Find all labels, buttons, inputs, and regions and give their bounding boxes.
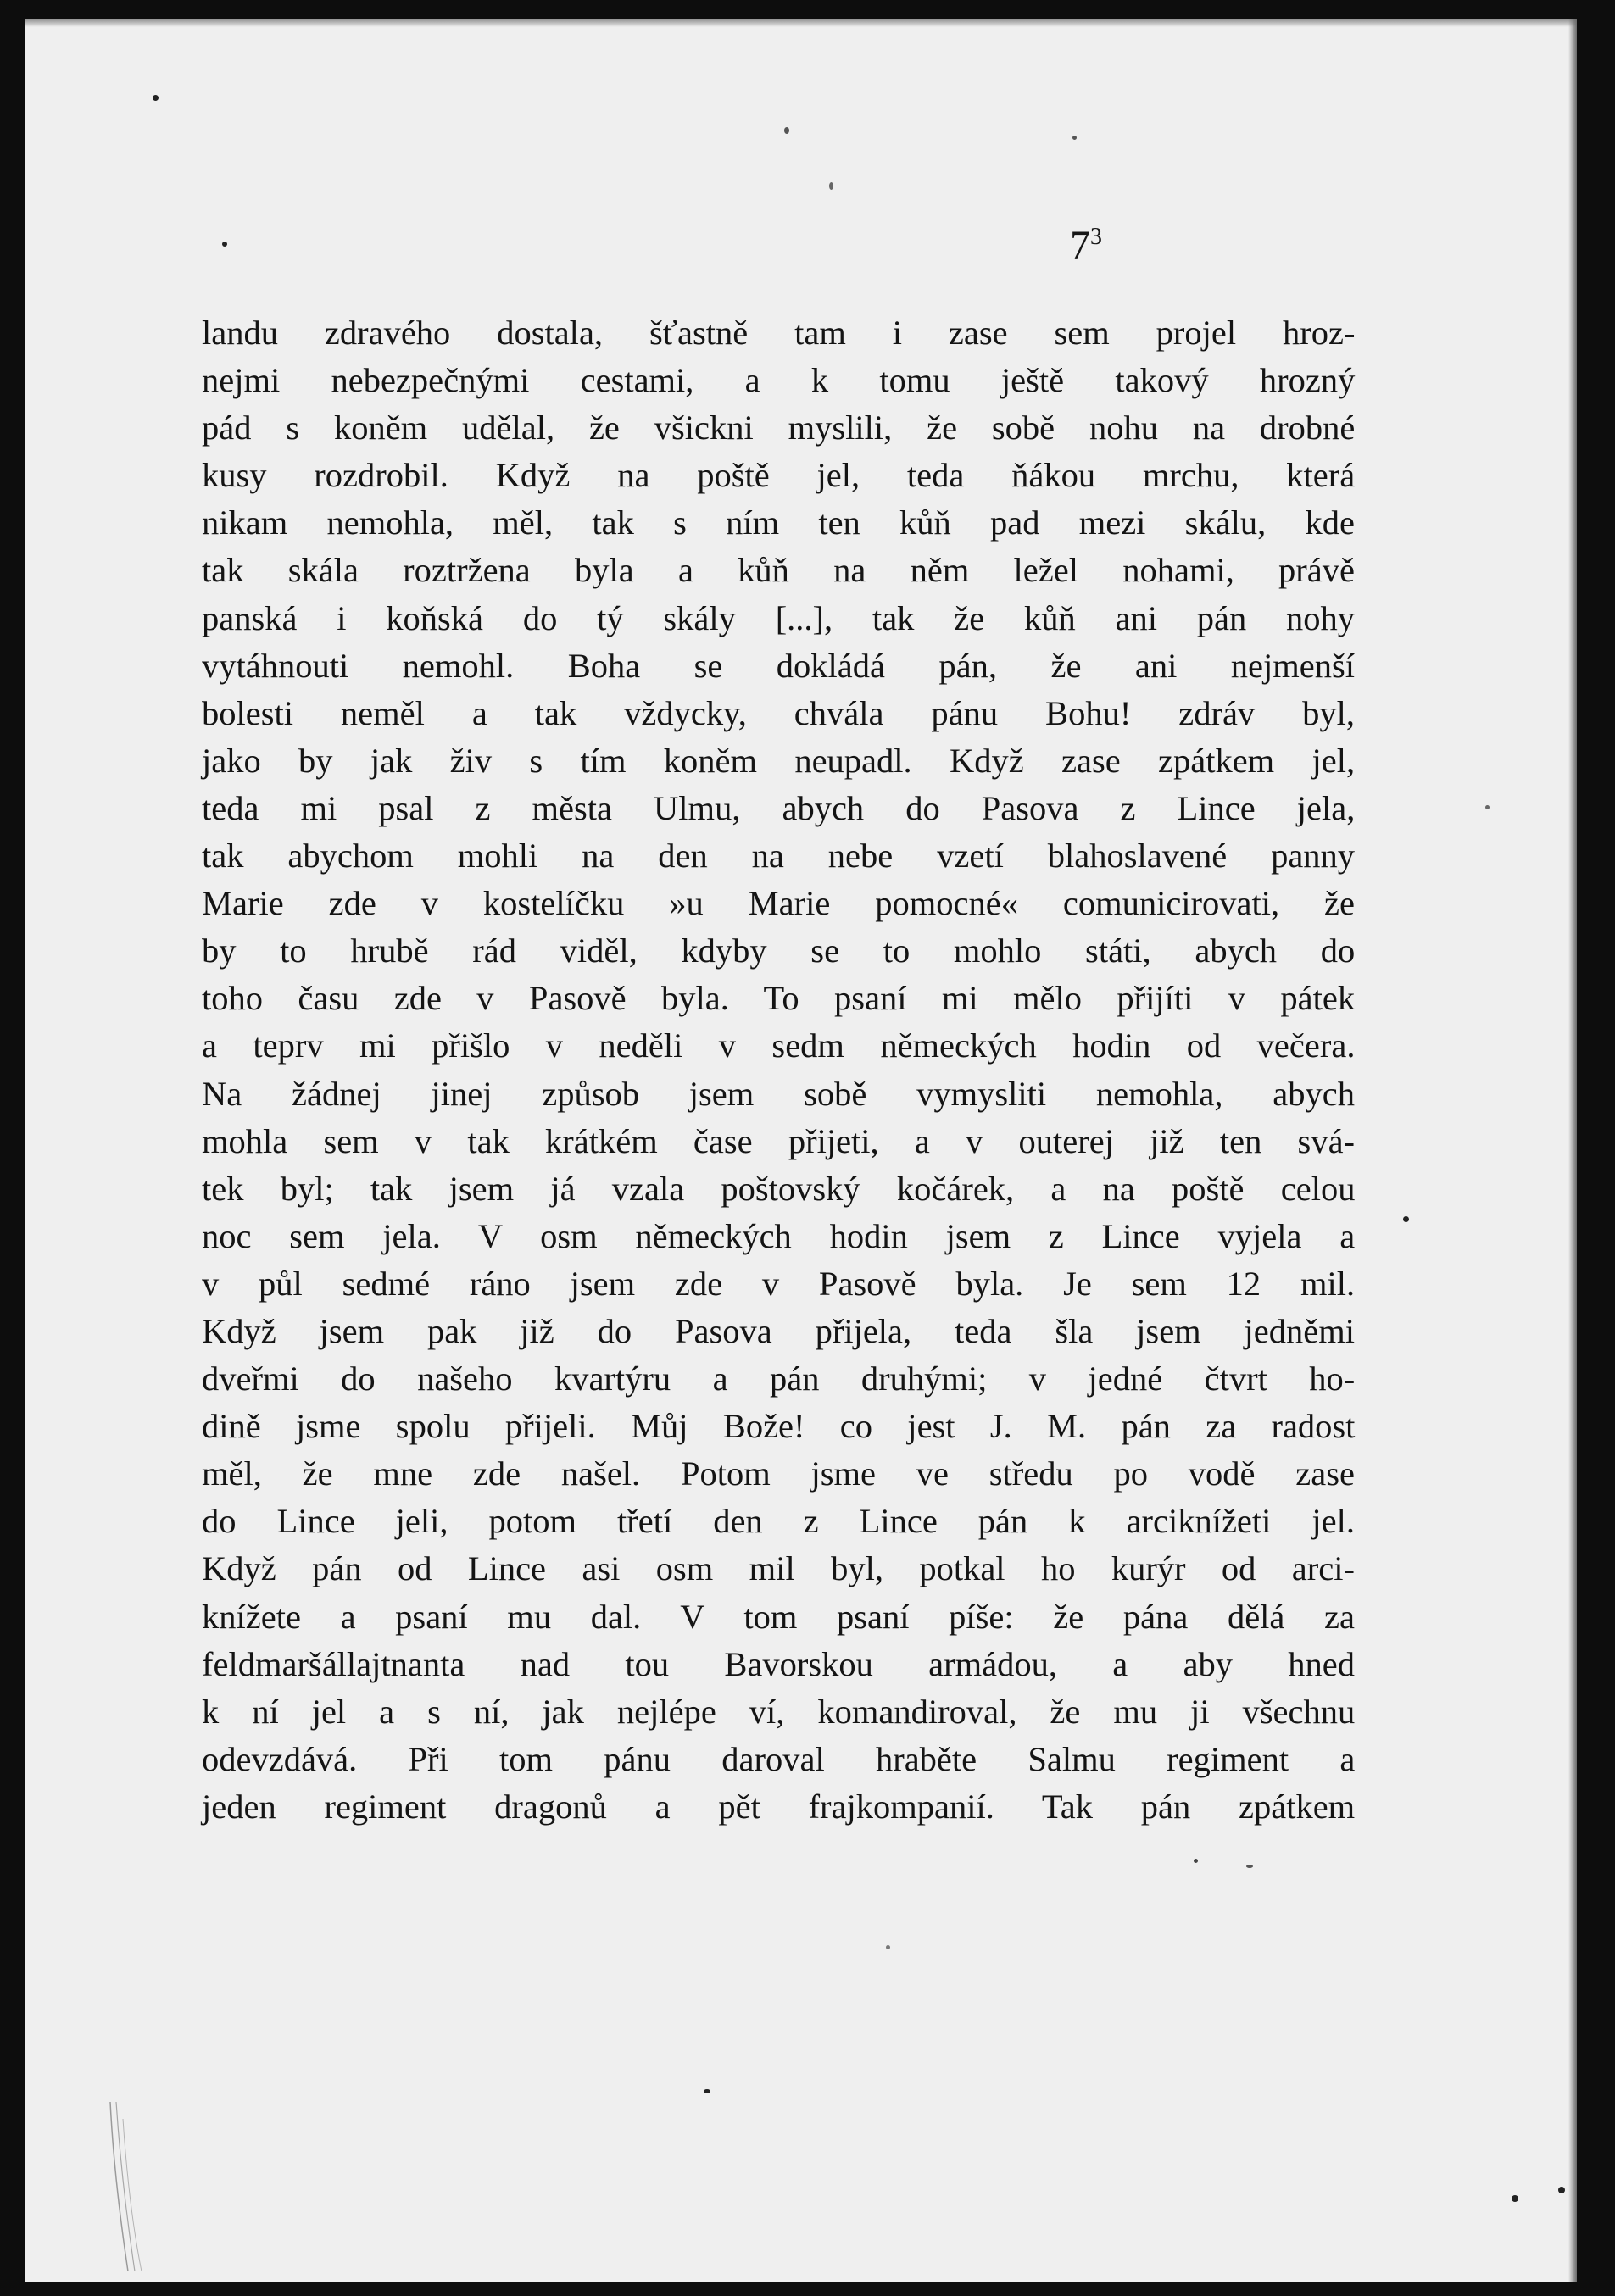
text-line: jeden regiment dragonů a pět frajkompanií. Tak pán zpátkem [202,1787,1356,1826]
text-line: měl, že mne zde našel. Potom jsme ve středu po vodě zase [202,1454,1355,1493]
scan-speck [1194,1859,1198,1863]
body-text [202,309,1355,1831]
scan-speck [1512,2195,1518,2202]
page-number-sup: 3 [1090,224,1102,250]
text-line: tak abychom mohli na den na nebe vzetí blahoslavené panny [202,837,1356,876]
text-line: dině jsme spolu přijeli. Můj Bože! co jest J. M. pán za radost [202,1407,1356,1446]
text-line: noc sem jela. V osm německých hodin jsem z Lince vyjela a [202,1216,1356,1255]
page-number [1070,222,1102,269]
text-line: Když pán od Lince asi osm mil byl, potkal ho kurýr od arci- [202,1549,1355,1588]
text-line: nikam nemohla, měl, tak s ním ten kůň pad mezi skálu, kde [202,503,1355,542]
text-line: knížete a psaní mu dal. V tom psaní píše: že pána dělá za [202,1597,1355,1636]
text-line: jako by jak živ s tím koněm neupadl. Když zase zpátkem jel, [202,741,1356,780]
text-line: pád s koněm udělal, že všickni myslili, že sobě nohu na drobné [202,409,1356,448]
text-line: teda mi psal z města Ulmu, abych do Pasova z Lince jela, [202,788,1356,827]
scan-speck [222,242,227,247]
text-line: mohla sem v tak krátkém čase přijeti, a v outerej již ten svá- [202,1121,1356,1160]
scan-speck [1485,805,1490,809]
text-line: panská i koňská do tý skály [...], tak že kůň ani pán nohy [202,598,1356,637]
scan-speck [704,2089,710,2093]
page-number-base: 7 [1070,223,1090,268]
text-line: feldmaršállajtnanta nad tou Bavorskou armádou, a aby hned [202,1644,1355,1683]
top-edge-shadow [25,19,1577,27]
text-line: dveřmi do našeho kvartýru a pán druhými; v jedné čtvrt ho- [202,1359,1356,1398]
text-line: do Lince jeli, potom třetí den z Lince pán k arciknížeti jel. [202,1502,1355,1541]
text-line: v půl sedmé ráno jsem zde v Pasově byla. Je sem 12 mil. [202,1264,1356,1303]
text-line: bolesti neměl a tak vždycky, chvála pánu Bohu! zdráv byl, [202,693,1355,732]
text-line: landu zdravého dostala, šťastně tam i zase sem projel hroz- [202,314,1356,352]
scan-speck [886,1945,890,1949]
text-line: Na žádnej jinej způsob jsem sobě vymysliti nemohla, abych [202,1074,1355,1113]
text-line: kusy rozdrobil. Když na poště jel, teda ňákou mrchu, která [202,456,1356,495]
text-line: nejmi nebezpečnými cestami, a k tomu ještě takový hrozný [202,361,1356,400]
text-line: Marie zde v kostelíčku »u Marie pomocné« comunicirovati, že [202,884,1355,923]
scan-speck [1246,1865,1253,1868]
text-line: toho času zde v Pasově byla. To psaní mi mělo přijíti v pátek [202,979,1356,1018]
scan-speck [1072,136,1077,140]
scan-speck [829,182,833,190]
text-line: tek byl; tak jsem já vzala poštovský kočárek, a na poště celou [202,1169,1356,1208]
text-line: k ní jel a s ní, jak nejlépe ví, komandiroval, že mu ji všechnu [202,1692,1356,1731]
text-line: Když jsem pak již do Pasova přijela, teda šla jsem jedněmi [202,1311,1355,1350]
scan-speck [1558,2187,1565,2193]
right-edge-shadow [1568,19,1577,2282]
text-line: tak skála roztržena byla a kůň na něm ležel nohami, právě [202,551,1355,590]
scan-speck [784,127,789,134]
text-line: odevzdává. Při tom pánu daroval hraběte Salmu regiment a [202,1739,1356,1778]
scan-speck [153,95,159,101]
text-line: by to hrubě rád viděl, kdyby se to mohlo státi, abych do [202,931,1356,970]
scan-speck [1403,1216,1409,1222]
page-fold-lines [106,2102,157,2271]
text-line: vytáhnouti nemohl. Boha se dokládá pán, že ani nejmenší [202,646,1355,685]
text-line: a teprv mi přišlo v neděli v sedm německých hodin od večera. [202,1026,1356,1065]
